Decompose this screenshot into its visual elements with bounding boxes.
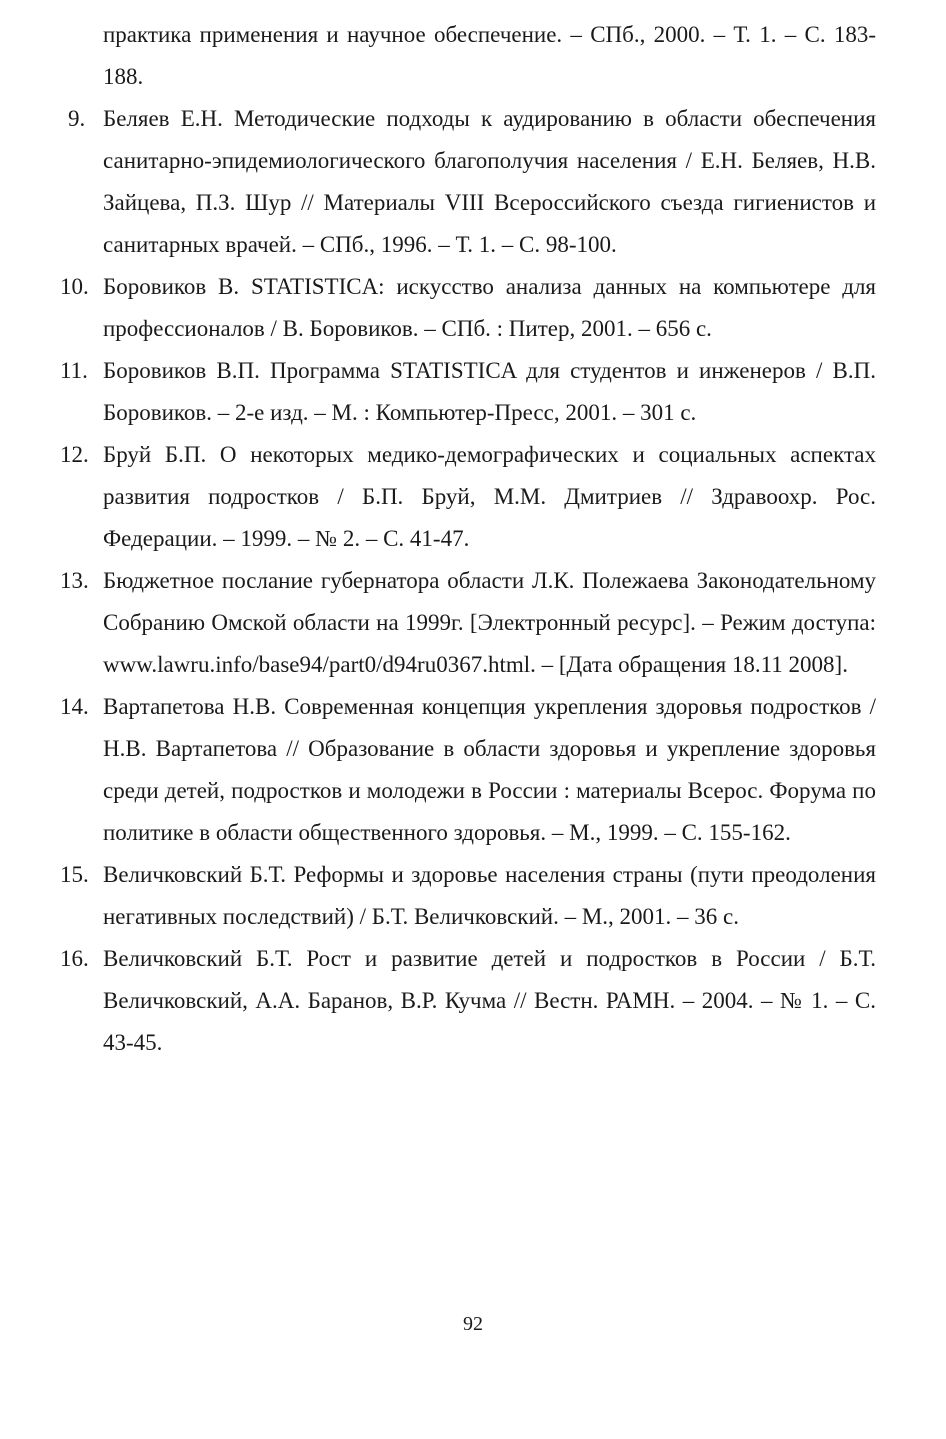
reference-list: [60, 14, 876, 1064]
page-number: 92: [463, 1313, 483, 1335]
reference-text: Боровиков В.П. Программа STATISTICA для студентов и инженеров / В.П. Боровиков. – 2-е изд. – М. : Компьютер-Пресс, 2001. – 301 с.: [103, 358, 876, 425]
reference-text: Величковский Б.Т. Рост и развитие детей и подростков в России / Б.Т. Величковский, А.А. Баранов, В.Р. Кучма // Вестн. РАМН. – 2004. – № 1. – С. 43-45.: [103, 946, 876, 1055]
reference-number: 11.: [60, 358, 88, 383]
reference-number: 12.: [60, 442, 89, 467]
reference-text: Бюджетное послание губернатора области Л.К. Полежаева Законодательному Собранию Омской области на 1999г. [Электронный ресурс]. – Режим доступа: www.lawru.info/base94/part0/d94ru0367.html. – [Дата обращения 18.11 2008].: [103, 568, 876, 677]
reference-item: [60, 686, 876, 854]
reference-item: [60, 560, 876, 686]
reference-number: 14.: [60, 694, 89, 719]
reference-text: Бруй Б.П. О некоторых медико-демографических и социальных аспектах развития подростков / Б.П. Бруй, М.М. Дмитриев // Здравоохр. Рос. Федерации. – 1999. – № 2. – С. 41-47.: [103, 442, 876, 551]
reference-number: 15.: [60, 862, 89, 887]
reference-item: [60, 350, 876, 434]
reference-item: [60, 266, 876, 350]
reference-continuation: [60, 14, 876, 98]
reference-text: Беляев Е.Н. Методические подходы к аудированию в области обеспечения санитарно-эпидемиологического благополучия населения / Е.Н. Беляев, Н.В. Зайцева, П.З. Шур // Материалы VIII Всероссийского съезда гигиенистов и санитарных врачей. – СПб., 1996. – Т. 1. – С. 98-100.: [103, 106, 876, 257]
reference-text: Величковский Б.Т. Реформы и здоровье населения страны (пути преодоления негативных последствий) / Б.Т. Величковский. – М., 2001. – 36 с.: [103, 862, 876, 929]
reference-number: 10.: [60, 274, 89, 299]
reference-text: практика применения и научное обеспечение. – СПб., 2000. – Т. 1. – С. 183-188.: [103, 22, 876, 89]
reference-text: Вартапетова Н.В. Современная концепция укрепления здоровья подростков / Н.В. Вартапетова // Образование в области здоровья и укрепление здоровья среди детей, подростков и молодежи в России : материалы Всерос. Форума по политике в области общественного здоровья. – М., 1999. – С. 155-162.: [103, 694, 876, 845]
reference-item: [60, 434, 876, 560]
reference-item: [60, 854, 876, 938]
reference-item: [60, 938, 876, 1064]
reference-item: [60, 98, 876, 266]
reference-number: 13.: [60, 568, 89, 593]
reference-number: 9.: [68, 106, 86, 131]
reference-text: Боровиков В. STATISTICA: искусство анализа данных на компьютере для профессионалов / В. Боровиков. – СПб. : Питер, 2001. – 656 с.: [103, 274, 876, 341]
reference-number: 16.: [60, 946, 89, 971]
